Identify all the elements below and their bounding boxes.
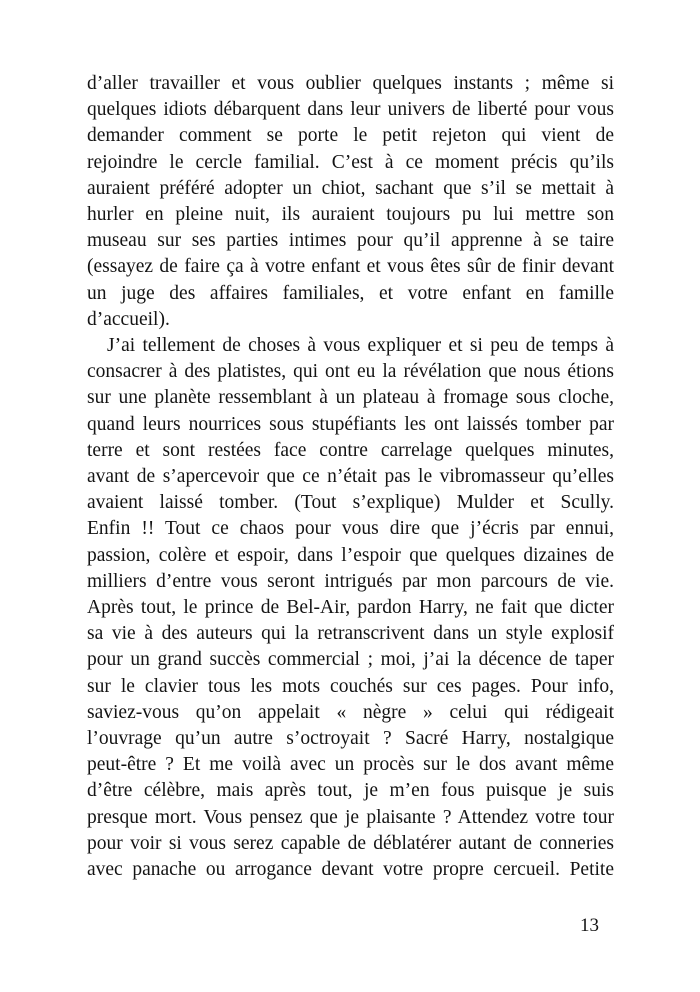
text-line: auraient préféré adopter un chiot, sachant que s’il se mettait à (87, 177, 614, 199)
body-text (87, 71, 614, 883)
text-line: Enfin !! Tout ce chaos pour vous dire que j’écris par ennui, (87, 518, 614, 540)
text-line: d’accueil). (87, 308, 170, 330)
text-line: passion, colère et espoir, dans l’espoir que quelques dizaines de (87, 544, 614, 566)
text-line: quelques idiots débarquent dans leur univers de liberté pour vous (87, 99, 614, 121)
text-line: sur le clavier tous les mots couchés sur ces pages. Pour info, (87, 675, 614, 697)
text-line: avant de s’apercevoir que ce n’était pas le vibromasseur qu’elles (87, 466, 614, 488)
text-line: milliers d’entre vous seront intrigués par mon parcours de vie. (87, 570, 614, 592)
text-line: sa vie à des auteurs qui la retranscrivent dans un style explosif (87, 623, 614, 645)
text-line: museau sur ses parties intimes pour qu’il apprenne à se taire (87, 230, 614, 252)
text-line: un juge des affaires familiales, et votre enfant en famille (87, 282, 614, 304)
text-line: rejoindre le cercle familial. C’est à ce moment précis qu’ils (87, 151, 614, 173)
text-line: peut-être ? Et me voilà avec un procès sur le dos avant même (87, 754, 614, 776)
text-line: demander comment se porte le petit rejeton qui vient de (87, 125, 614, 147)
text-line: pour voir si vous serez capable de déblatérer autant de conneries (87, 832, 614, 854)
text-line: sur une planète ressemblant à un plateau à fromage sous cloche, (87, 387, 614, 409)
text-line: Après tout, le prince de Bel-Air, pardon Harry, ne fait que dicter (87, 597, 614, 619)
text-line: avaient laissé tomber. (Tout s’explique) Mulder et Scully. (87, 492, 614, 514)
text-line: l’ouvrage qu’un autre s’octroyait ? Sacré Harry, nostalgique (87, 728, 614, 750)
text-line: terre et sont restées face contre carrelage quelques minutes, (87, 439, 614, 461)
text-line: J’ai tellement de choses à vous expliquer et si peu de temps à (107, 335, 614, 357)
page-number: 13 (580, 915, 599, 936)
text-line: saviez-vous qu’on appelait « nègre » celui qui rédigeait (87, 701, 614, 723)
text-line: avec panache ou arrogance devant votre propre cercueil. Petite (87, 859, 614, 881)
text-line: d’aller travailler et vous oublier quelques instants ; même si (87, 73, 614, 94)
text-line: quand leurs nourrices sous stupéfiants les ont laissés tomber par (87, 413, 614, 435)
text-line: (essayez de faire ça à votre enfant et vous êtes sûr de finir devant (87, 256, 614, 278)
text-line: hurler en pleine nuit, ils auraient toujours pu lui mettre son (87, 204, 614, 226)
text-line: d’être célèbre, mais après tout, je m’en fous puisque je suis (87, 780, 614, 802)
text-line: presque mort. Vous pensez que je plaisante ? Attendez votre tour (87, 806, 614, 828)
text-line: pour un grand succès commercial ; moi, j’ai la décence de taper (87, 649, 614, 671)
text-line: consacrer à des platistes, qui ont eu la révélation que nous étions (87, 361, 614, 383)
